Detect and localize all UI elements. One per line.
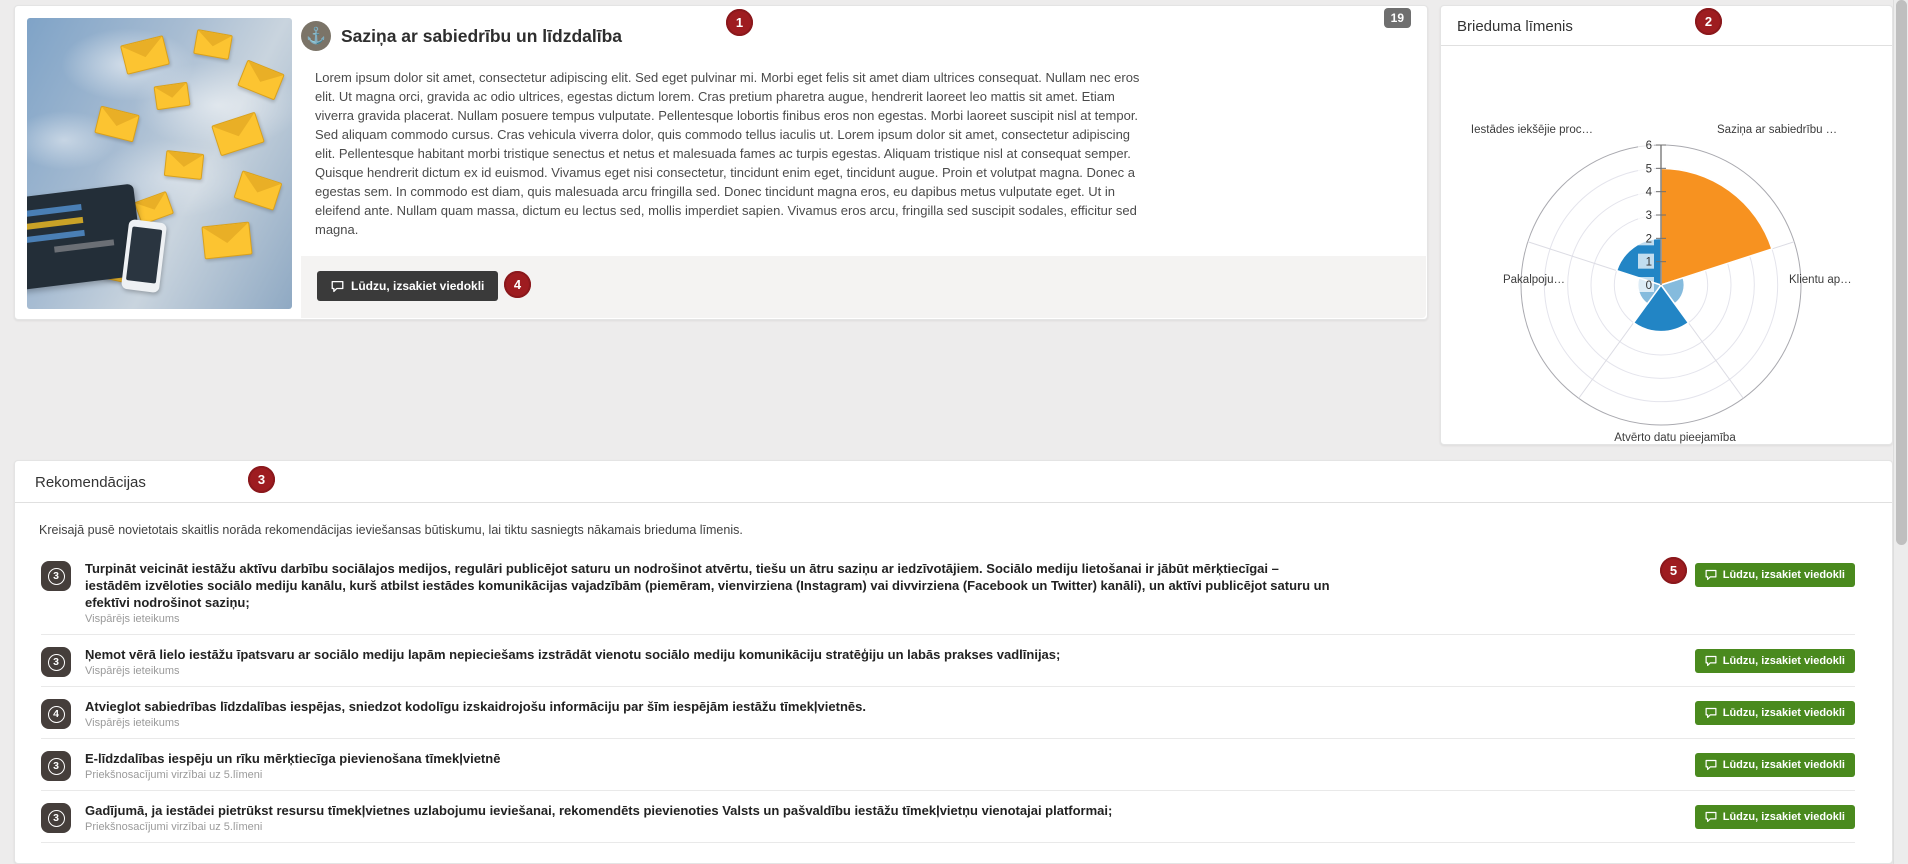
feedback-button-label: Lūdzu, izsakiet viedokli bbox=[1722, 655, 1845, 667]
recommendation-row bbox=[41, 634, 1855, 686]
svg-text:0: 0 bbox=[1645, 280, 1652, 292]
recommendation-row bbox=[41, 686, 1855, 738]
recommendations-list bbox=[15, 549, 1892, 864]
recommendation-category: Priekšnosacījumi virzībai uz 5.līmeni bbox=[85, 769, 263, 781]
maturity-polar-chart bbox=[1441, 46, 1894, 448]
importance-icon bbox=[41, 561, 71, 591]
importance-number: 3 bbox=[48, 758, 65, 775]
svg-text:Pakalpoju…: Pakalpoju… bbox=[1502, 274, 1565, 286]
recommendations-card bbox=[14, 460, 1893, 864]
recommendation-category: Priekšnosacījumi virzībai uz 5.līmeni bbox=[85, 821, 263, 833]
chart-card-title: Brieduma līmenis bbox=[1441, 6, 1892, 46]
recommendation-text: E-līdzdalības iespēju un rīku mērķtiecīga pievienošana tīmekļvietnē bbox=[85, 751, 501, 766]
recommendation-category: Vispārējs ieteikums bbox=[85, 613, 180, 625]
importance-icon bbox=[41, 647, 71, 677]
page-title: Saziņa ar sabiedrību un līdzdalība bbox=[341, 25, 623, 46]
svg-text:Saziņa ar sabiedrību …: Saziņa ar sabiedrību … bbox=[1717, 124, 1838, 136]
recommendations-description: Kreisajā pusē novietotais skaitlis norāda rekomendācijas ieviešansas būtiskumu, lai tiktu sasniegts nākamais brieduma līmenis. bbox=[39, 523, 743, 537]
svg-text:1: 1 bbox=[1645, 256, 1652, 269]
speech-bubble-icon bbox=[1705, 569, 1717, 581]
feedback-button-label: Lūdzu, izsakiet viedokli bbox=[1722, 569, 1845, 581]
count-badge: 19 bbox=[1384, 8, 1411, 28]
svg-text:3: 3 bbox=[1645, 210, 1652, 222]
recommendation-category: Vispārējs ieteikums bbox=[85, 665, 180, 677]
card-footer bbox=[301, 256, 1426, 318]
topic-card bbox=[14, 5, 1428, 320]
feedback-button-label: Lūdzu, izsakiet viedokli bbox=[1722, 759, 1845, 771]
feedback-button-green[interactable] bbox=[1695, 701, 1855, 725]
topic-description: Lorem ipsum dolor sit amet, consectetur adipiscing elit. Sed eget pulvinar mi. Morbi eget felis sit amet diam ultrices consequat. Nullam nec eros elit. Ut magna orci, gravida ac odio ultrices, egestas dictum lorem. Cras pretium pharetra augue, hendrerit laoreet leo mattis sit amet. Etiam viverra gravida placerat. Nullam posuere tempus vulputate. Pellentesque lobortis finibus eros non egestas. Morbi laoreet suscipit nisl at tempor. Sed aliquam commodo cursus. Cras vehicula viverra dolor, quis commodo tellus iaculis ut. Lorem ipsum dolor sit amet, consectetur adipiscing elit. Pellentesque habitant morbi tristique senectus et netus et malesuada fames ac turpis egestas. Aliquam tristique nisl at consequat semper. Quisque hendrerit dictum ex id euismod. Vivamus eget nisi consectetur, tincidunt enim eget, tincidunt augue. Proin et volutpat magna. Donec a egestas sem. In commodo est diam, quis malesuada arcu fringilla sed. Donec tincidunt magna eros, eu dapibus metus vulputate eget. Ut in eleifend ante. Nullam quam massa, dictum eu lectus sed, mollis imperdiet sapien. Vivamus eros arcu, fringilla sed suscipit sodales, efficitur sed magna. bbox=[315, 70, 1140, 237]
recommendation-text: Gadījumā, ja iestādei pietrūkst resursu tīmekļvietnes uzlabojumu ieviešanai, rekomendēts pievienoties Valsts un pašvaldību iestāžu tīmekļvietņu vienotajai platformai; bbox=[85, 803, 1113, 818]
row-divider bbox=[41, 842, 1855, 864]
scrollbar-thumb[interactable] bbox=[1896, 0, 1907, 545]
hero-image bbox=[27, 18, 292, 309]
envelope-icon bbox=[164, 150, 205, 180]
recommendations-title: Rekomendācijas bbox=[35, 474, 146, 491]
importance-number: 3 bbox=[48, 810, 65, 827]
importance-number: 4 bbox=[48, 706, 65, 723]
recommendation-category: Vispārējs ieteikums bbox=[85, 717, 180, 729]
tour-step-badge-2: 2 bbox=[1695, 8, 1722, 35]
feedback-button-green[interactable] bbox=[1695, 649, 1855, 673]
svg-text:5: 5 bbox=[1645, 163, 1652, 176]
envelope-icon bbox=[153, 82, 190, 110]
anchor-icon: ⚓ bbox=[301, 21, 331, 51]
svg-text:4: 4 bbox=[1645, 186, 1652, 199]
importance-icon bbox=[41, 699, 71, 729]
recommendation-text: Turpināt veicināt iestāžu aktīvu darbību sociālajos medijos, regulāri publicējot saturu un nodrošinot atvērtu, tiešu un ātru saziņu ar iedzīvotājiem. Sociālo mediju lietošanai ir jābūt mērķtiecīgai – iestādēm izvēloties sociālo mediju kanālu, kurš atbilst iestādes komunikācijas vajadzībām (piemēram, vienvirziena (Instagram) vai divvirziena (Facebook un Twitter) kanāli), un aktīvi publicējot saturu un efektīvi nodrošinot saziņu; bbox=[85, 561, 1330, 610]
recommendation-row bbox=[41, 790, 1855, 842]
svg-text:Klientu ap…: Klientu ap… bbox=[1789, 274, 1852, 286]
feedback-button-green[interactable] bbox=[1695, 753, 1855, 777]
tour-step-badge-4: 4 bbox=[504, 271, 531, 298]
page-scrollbar bbox=[1893, 0, 1908, 864]
svg-text:2: 2 bbox=[1645, 233, 1652, 246]
speech-bubble-icon bbox=[1705, 707, 1717, 719]
feedback-button-label: Lūdzu, izsakiet viedokli bbox=[351, 279, 485, 293]
svg-text:Atvērto datu pieejamība: Atvērto datu pieejamība bbox=[1614, 432, 1736, 444]
importance-number: 3 bbox=[48, 568, 65, 585]
feedback-button-dark[interactable] bbox=[317, 271, 498, 301]
tour-step-badge-5: 5 bbox=[1660, 557, 1687, 584]
recommendation-row bbox=[41, 549, 1855, 634]
feedback-button-label: Lūdzu, izsakiet viedokli bbox=[1722, 707, 1845, 719]
feedback-button-label: Lūdzu, izsakiet viedokli bbox=[1722, 811, 1845, 823]
maturity-level-card bbox=[1440, 5, 1893, 445]
speech-bubble-icon bbox=[1705, 759, 1717, 771]
svg-text:Iestādes iekšējie proc…: Iestādes iekšējie proc… bbox=[1470, 124, 1593, 136]
recommendation-text: Atvieglot sabiedrības līdzdalības iespējas, sniedzot kodolīgu izskaidrojošu informāciju par šīm iespējām iestāžu tīmekļvietnēs. bbox=[85, 699, 866, 714]
recommendation-row bbox=[41, 738, 1855, 790]
envelope-icon bbox=[201, 222, 252, 260]
importance-number: 3 bbox=[48, 654, 65, 671]
importance-icon bbox=[41, 803, 71, 833]
tour-step-badge-1: 1 bbox=[726, 9, 753, 36]
tour-step-badge-3: 3 bbox=[248, 466, 275, 493]
feedback-button-green[interactable] bbox=[1695, 805, 1855, 829]
importance-icon bbox=[41, 751, 71, 781]
feedback-button-green[interactable] bbox=[1695, 563, 1855, 587]
speech-bubble-icon bbox=[331, 280, 344, 293]
recommendation-text: Ņemot vērā lielo iestāžu īpatsvaru ar sociālo mediju lapām nepieciešams izstrādāt vienotu sociālo mediju komunikāciju stratēģiju un labās prakses vadlīnijas; bbox=[85, 647, 1061, 662]
speech-bubble-icon bbox=[1705, 811, 1717, 823]
speech-bubble-icon bbox=[1705, 655, 1717, 667]
svg-text:6: 6 bbox=[1645, 140, 1652, 152]
